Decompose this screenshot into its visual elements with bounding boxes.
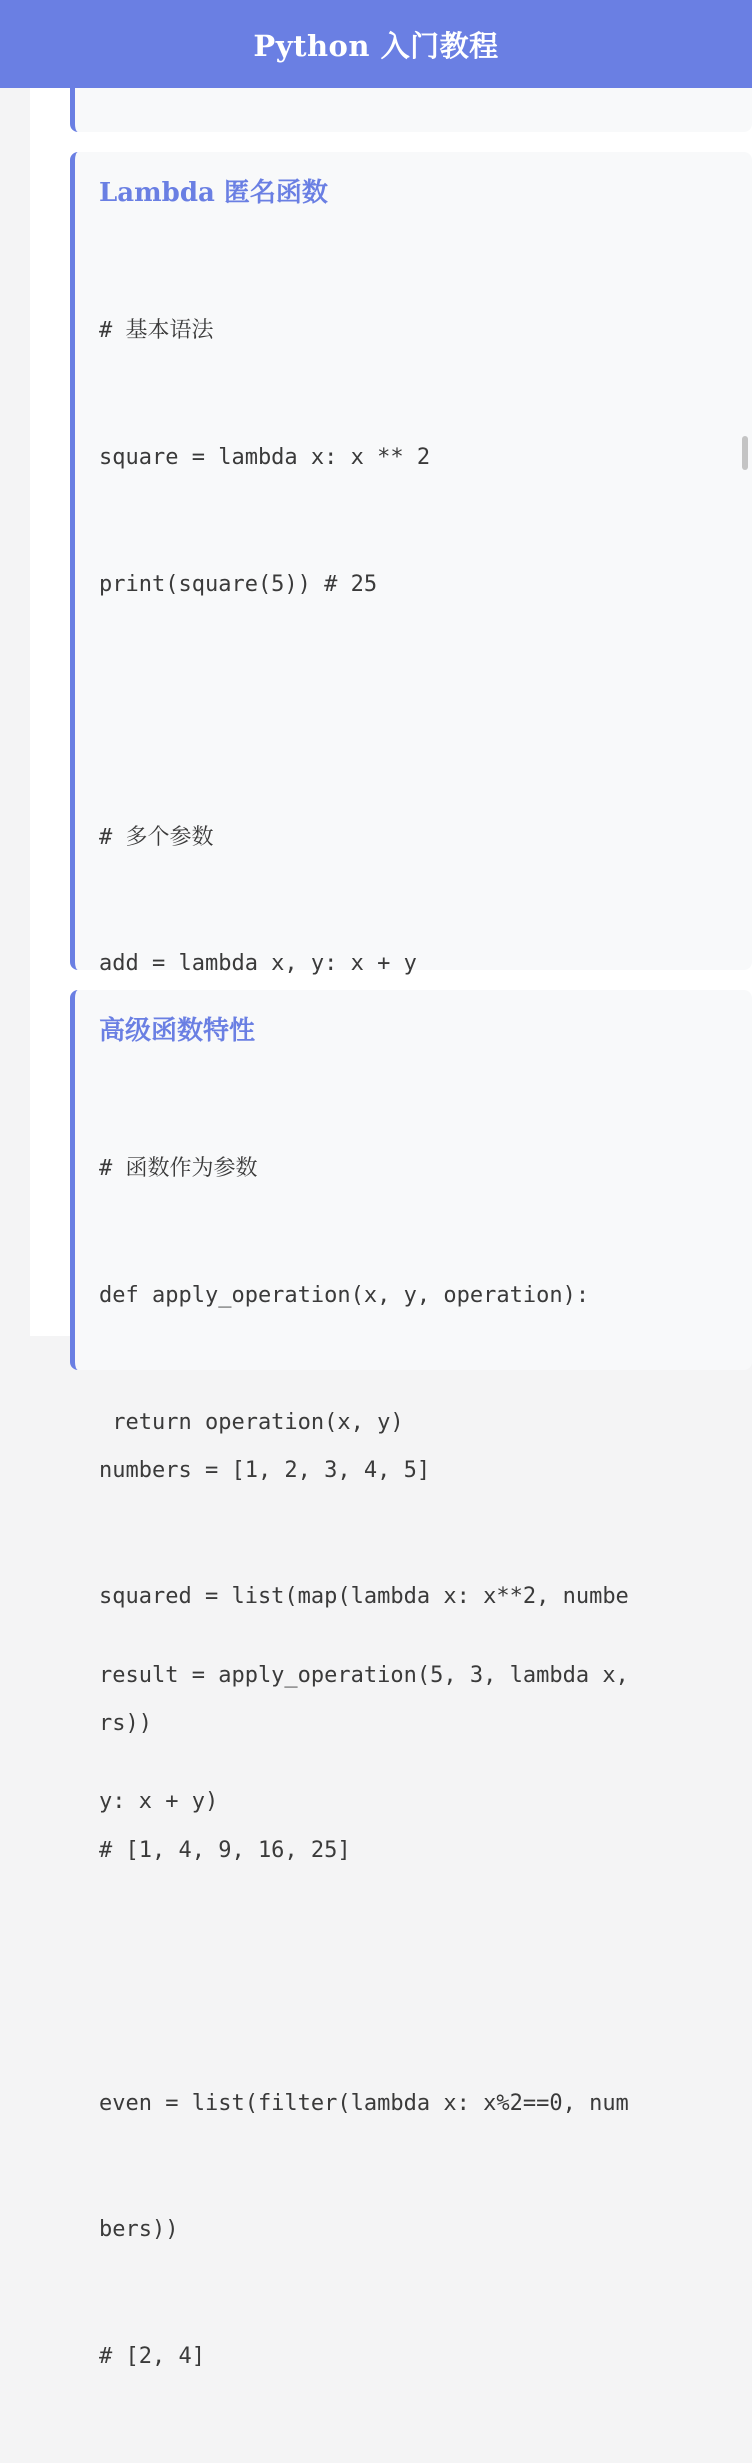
code-line: square = lambda x: x ** 2 bbox=[99, 445, 431, 470]
code-line: bers)) bbox=[99, 2217, 179, 2243]
code-line: add = lambda x, y: x + y bbox=[99, 951, 417, 977]
code-line bbox=[99, 690, 629, 732]
code-line: result = apply_operation(5, 3, lambda x, bbox=[99, 1662, 629, 1688]
code-line: def apply_operation(x, y, operation): bbox=[99, 1283, 590, 1308]
page-title: Python 入门教程 bbox=[253, 28, 499, 63]
code-line: # 多个参数 bbox=[99, 824, 214, 850]
content-area bbox=[30, 0, 752, 2369]
lambda-card-title: Lambda 匿名函数 bbox=[99, 178, 328, 208]
code-line: squared = list(map(lambda x: x**2, numbe bbox=[99, 1584, 629, 1610]
app-header bbox=[0, 0, 752, 88]
code-line: numbers = [1, 2, 3, 4, 5] bbox=[99, 1457, 431, 1483]
advanced-code-block bbox=[99, 1064, 629, 1908]
code-line: print(square(5)) # 25 bbox=[99, 571, 378, 597]
code-line: # [1, 4, 9, 16, 25] bbox=[99, 1837, 351, 1863]
code-line bbox=[99, 1956, 629, 1998]
code-line: y: x + y) bbox=[99, 1789, 219, 1815]
code-line: # [2, 4] bbox=[99, 2343, 205, 2369]
code-line: even = list(filter(lambda x: x%2==0, num bbox=[99, 2090, 629, 2116]
code-line: rs)) bbox=[99, 1710, 152, 1736]
code-line bbox=[99, 1528, 629, 1570]
code-line: return operation(x, y) bbox=[99, 1409, 404, 1435]
code-line: # 函数作为参数 bbox=[99, 1156, 258, 1182]
advanced-card-title: 高级函数特性 bbox=[99, 1016, 256, 1046]
scrollbar-thumb[interactable] bbox=[742, 436, 748, 470]
code-line: # 基本语法 bbox=[99, 318, 214, 344]
